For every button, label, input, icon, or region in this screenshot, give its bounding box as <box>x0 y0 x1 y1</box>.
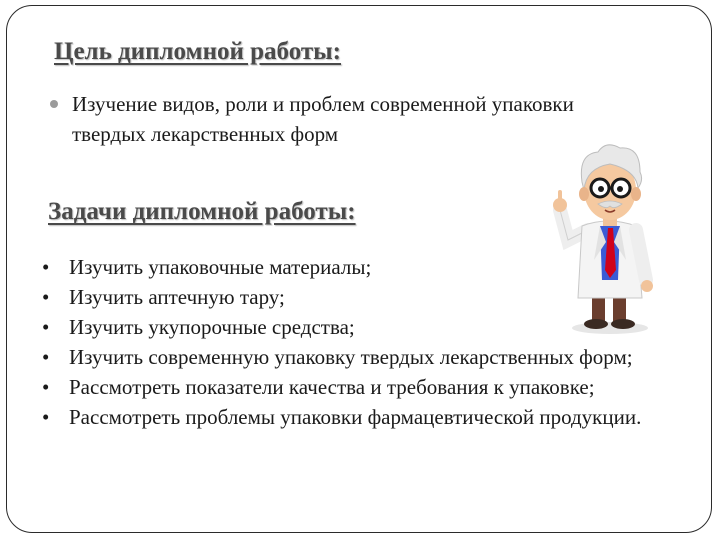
goal-heading: Цель дипломной работы: <box>54 38 341 65</box>
task-item <box>42 342 707 372</box>
task-item <box>42 402 707 432</box>
task-bullet: • <box>42 315 50 339</box>
task-item <box>42 372 707 402</box>
task-item-text: Изучить современную упаковку твердых лекарственных форм; <box>69 345 633 369</box>
goal-text: Изучение видов, роли и проблем современной упаковки твердых лекарственных форм <box>72 92 574 146</box>
task-bullet: • <box>42 255 50 279</box>
doctor-illustration-icon <box>548 130 668 335</box>
tasks-heading: Задачи дипломной работы: <box>48 198 356 225</box>
task-item-text: Изучить упаковочные материалы; <box>69 255 372 279</box>
goal-bullet-dot <box>50 100 58 108</box>
task-item-text: Рассмотреть показатели качества и требования к упаковке; <box>69 375 595 399</box>
task-bullet: • <box>42 285 50 309</box>
task-bullet: • <box>42 345 50 369</box>
task-bullet: • <box>42 375 50 399</box>
task-item-text: Изучить укупорочные средства; <box>69 315 355 339</box>
task-bullet: • <box>42 405 50 429</box>
task-item-text: Изучить аптечную тару; <box>69 285 285 309</box>
task-item-text: Рассмотреть проблемы упаковки фармацевтической продукции. <box>69 405 642 429</box>
